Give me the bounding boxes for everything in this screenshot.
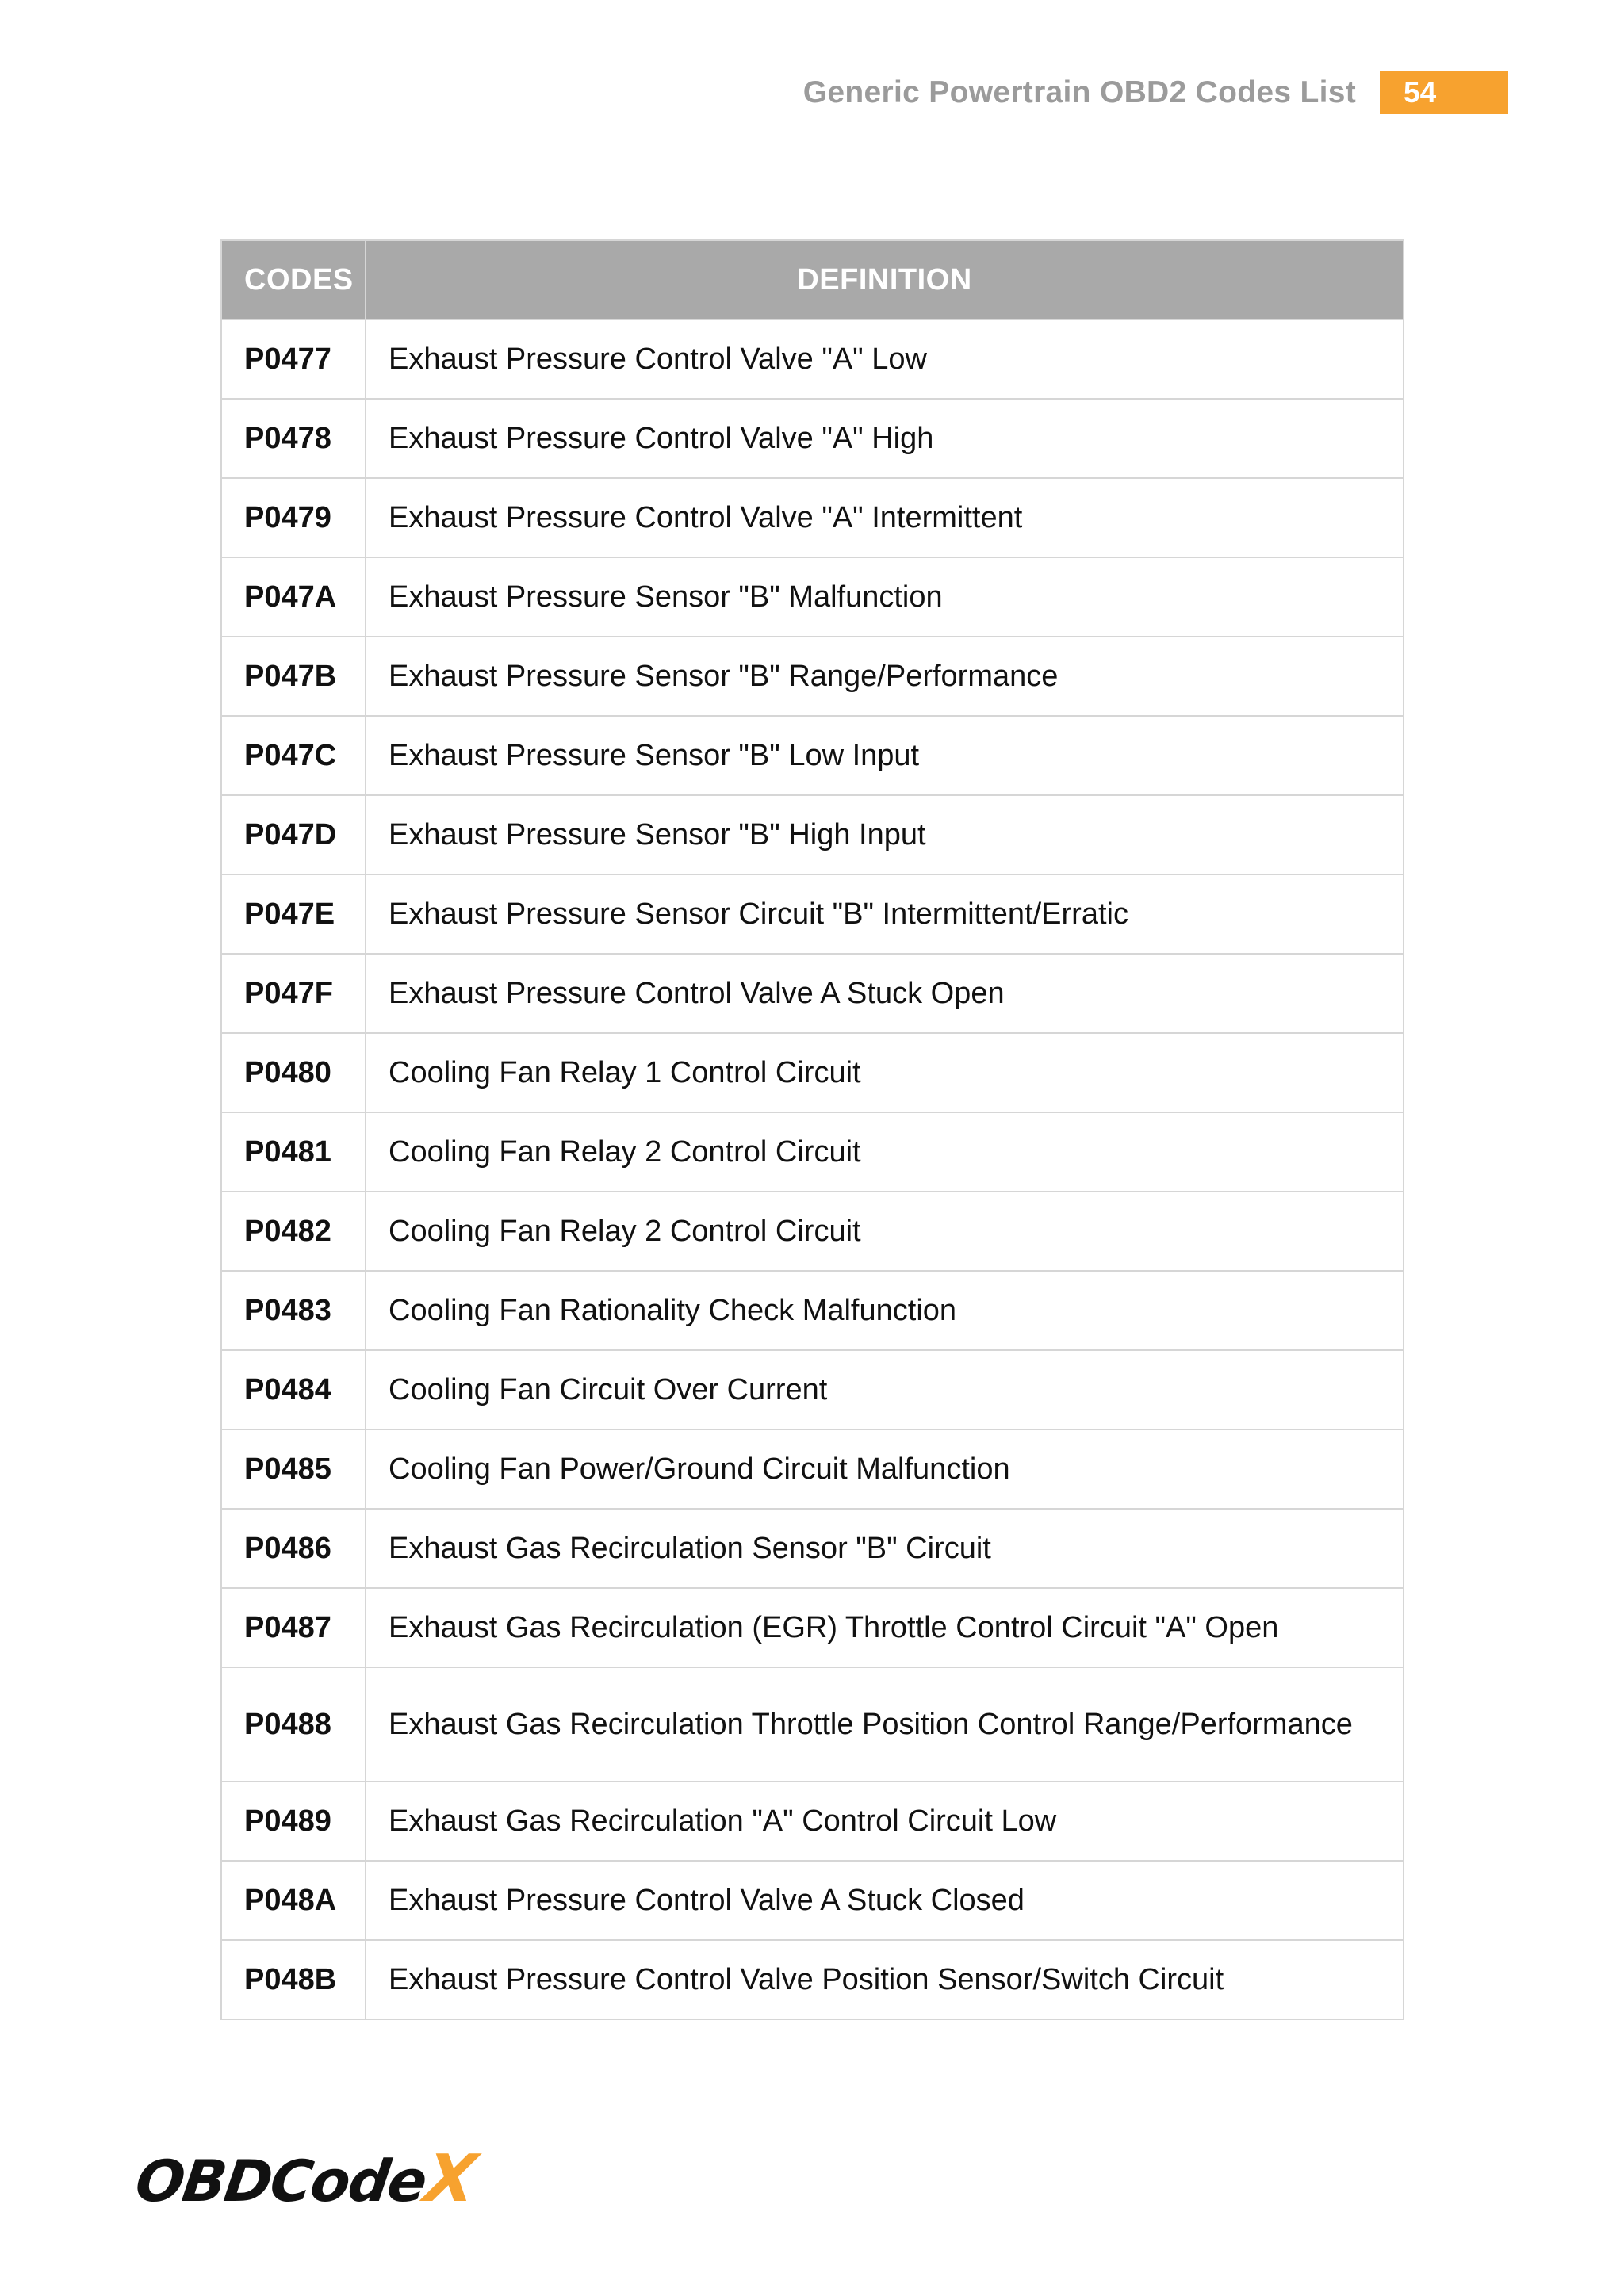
table-row (221, 1667, 1404, 1781)
code-cell: P0488 (221, 1667, 366, 1781)
code-cell: P0487 (221, 1588, 366, 1667)
definition-cell: Exhaust Pressure Sensor "B" Low Input (366, 716, 1404, 795)
table-row (221, 1781, 1404, 1861)
table-row (221, 1509, 1404, 1588)
table-row (221, 716, 1404, 795)
code-cell: P0484 (221, 1350, 366, 1429)
definition-cell: Exhaust Gas Recirculation "A" Control Circuit Low (366, 1781, 1404, 1861)
definition-cell: Cooling Fan Power/Ground Circuit Malfunction (366, 1429, 1404, 1509)
definition-cell: Exhaust Pressure Control Valve "A" Low (366, 320, 1404, 399)
table-row (221, 320, 1404, 399)
code-cell: P048B (221, 1940, 366, 2019)
definition-cell: Cooling Fan Circuit Over Current (366, 1350, 1404, 1429)
code-cell: P0483 (221, 1271, 366, 1350)
definition-cell: Exhaust Pressure Sensor "B" Malfunction (366, 557, 1404, 637)
code-cell: P0477 (221, 320, 366, 399)
code-cell: P047E (221, 874, 366, 954)
code-cell: P0489 (221, 1781, 366, 1861)
logo-accent: X (419, 2141, 480, 2217)
definition-cell: Cooling Fan Relay 2 Control Circuit (366, 1112, 1404, 1192)
code-cell: P0481 (221, 1112, 366, 1192)
table-row (221, 1940, 1404, 2019)
table-row (221, 1350, 1404, 1429)
column-header-definition: DEFINITION (366, 240, 1404, 320)
page-header (803, 71, 1508, 114)
table-row (221, 1429, 1404, 1509)
code-cell: P0480 (221, 1033, 366, 1112)
code-cell: P0478 (221, 399, 366, 478)
definition-cell: Exhaust Gas Recirculation Throttle Position Control Range/Performance (366, 1667, 1404, 1781)
definition-cell: Exhaust Pressure Control Valve Position Sensor/Switch Circuit (366, 1940, 1404, 2019)
code-cell: P047A (221, 557, 366, 637)
definition-cell: Exhaust Pressure Sensor "B" High Input (366, 795, 1404, 874)
code-cell: P047C (221, 716, 366, 795)
definition-cell: Exhaust Pressure Control Valve A Stuck Closed (366, 1861, 1404, 1940)
code-cell: P0482 (221, 1192, 366, 1271)
definition-cell: Exhaust Gas Recirculation (EGR) Throttle Control Circuit "A" Open (366, 1588, 1404, 1667)
logo-text: OBDCode (131, 2148, 431, 2214)
page-number-badge: 54 (1380, 71, 1508, 114)
code-cell: P0479 (221, 478, 366, 557)
table-row (221, 1861, 1404, 1940)
definition-cell: Exhaust Gas Recirculation Sensor "B" Circuit (366, 1509, 1404, 1588)
table-row (221, 557, 1404, 637)
table-header-row (221, 240, 1404, 320)
codes-table (220, 239, 1404, 2020)
code-cell: P0486 (221, 1509, 366, 1588)
code-cell: P0485 (221, 1429, 366, 1509)
code-cell: P047D (221, 795, 366, 874)
table-row (221, 874, 1404, 954)
obdcodex-logo (131, 2141, 480, 2217)
table-row (221, 1271, 1404, 1350)
definition-cell: Cooling Fan Relay 1 Control Circuit (366, 1033, 1404, 1112)
table-row (221, 1033, 1404, 1112)
document-title: Generic Powertrain OBD2 Codes List (802, 75, 1356, 109)
code-cell: P047B (221, 637, 366, 716)
column-header-codes: CODES (221, 240, 366, 320)
table-row (221, 954, 1404, 1033)
table-row (221, 478, 1404, 557)
definition-cell: Exhaust Pressure Control Valve A Stuck Open (366, 954, 1404, 1033)
code-cell: P047F (221, 954, 366, 1033)
definition-cell: Cooling Fan Rationality Check Malfunction (366, 1271, 1404, 1350)
definition-cell: Exhaust Pressure Sensor Circuit "B" Intermittent/Erratic (366, 874, 1404, 954)
table-row (221, 795, 1404, 874)
definition-cell: Exhaust Pressure Control Valve "A" High (366, 399, 1404, 478)
definition-cell: Cooling Fan Relay 2 Control Circuit (366, 1192, 1404, 1271)
code-cell: P048A (221, 1861, 366, 1940)
table-row (221, 399, 1404, 478)
table-row (221, 1192, 1404, 1271)
definition-cell: Exhaust Pressure Control Valve "A" Intermittent (366, 478, 1404, 557)
table-row (221, 637, 1404, 716)
table-row (221, 1112, 1404, 1192)
definition-cell: Exhaust Pressure Sensor "B" Range/Performance (366, 637, 1404, 716)
table-row (221, 1588, 1404, 1667)
